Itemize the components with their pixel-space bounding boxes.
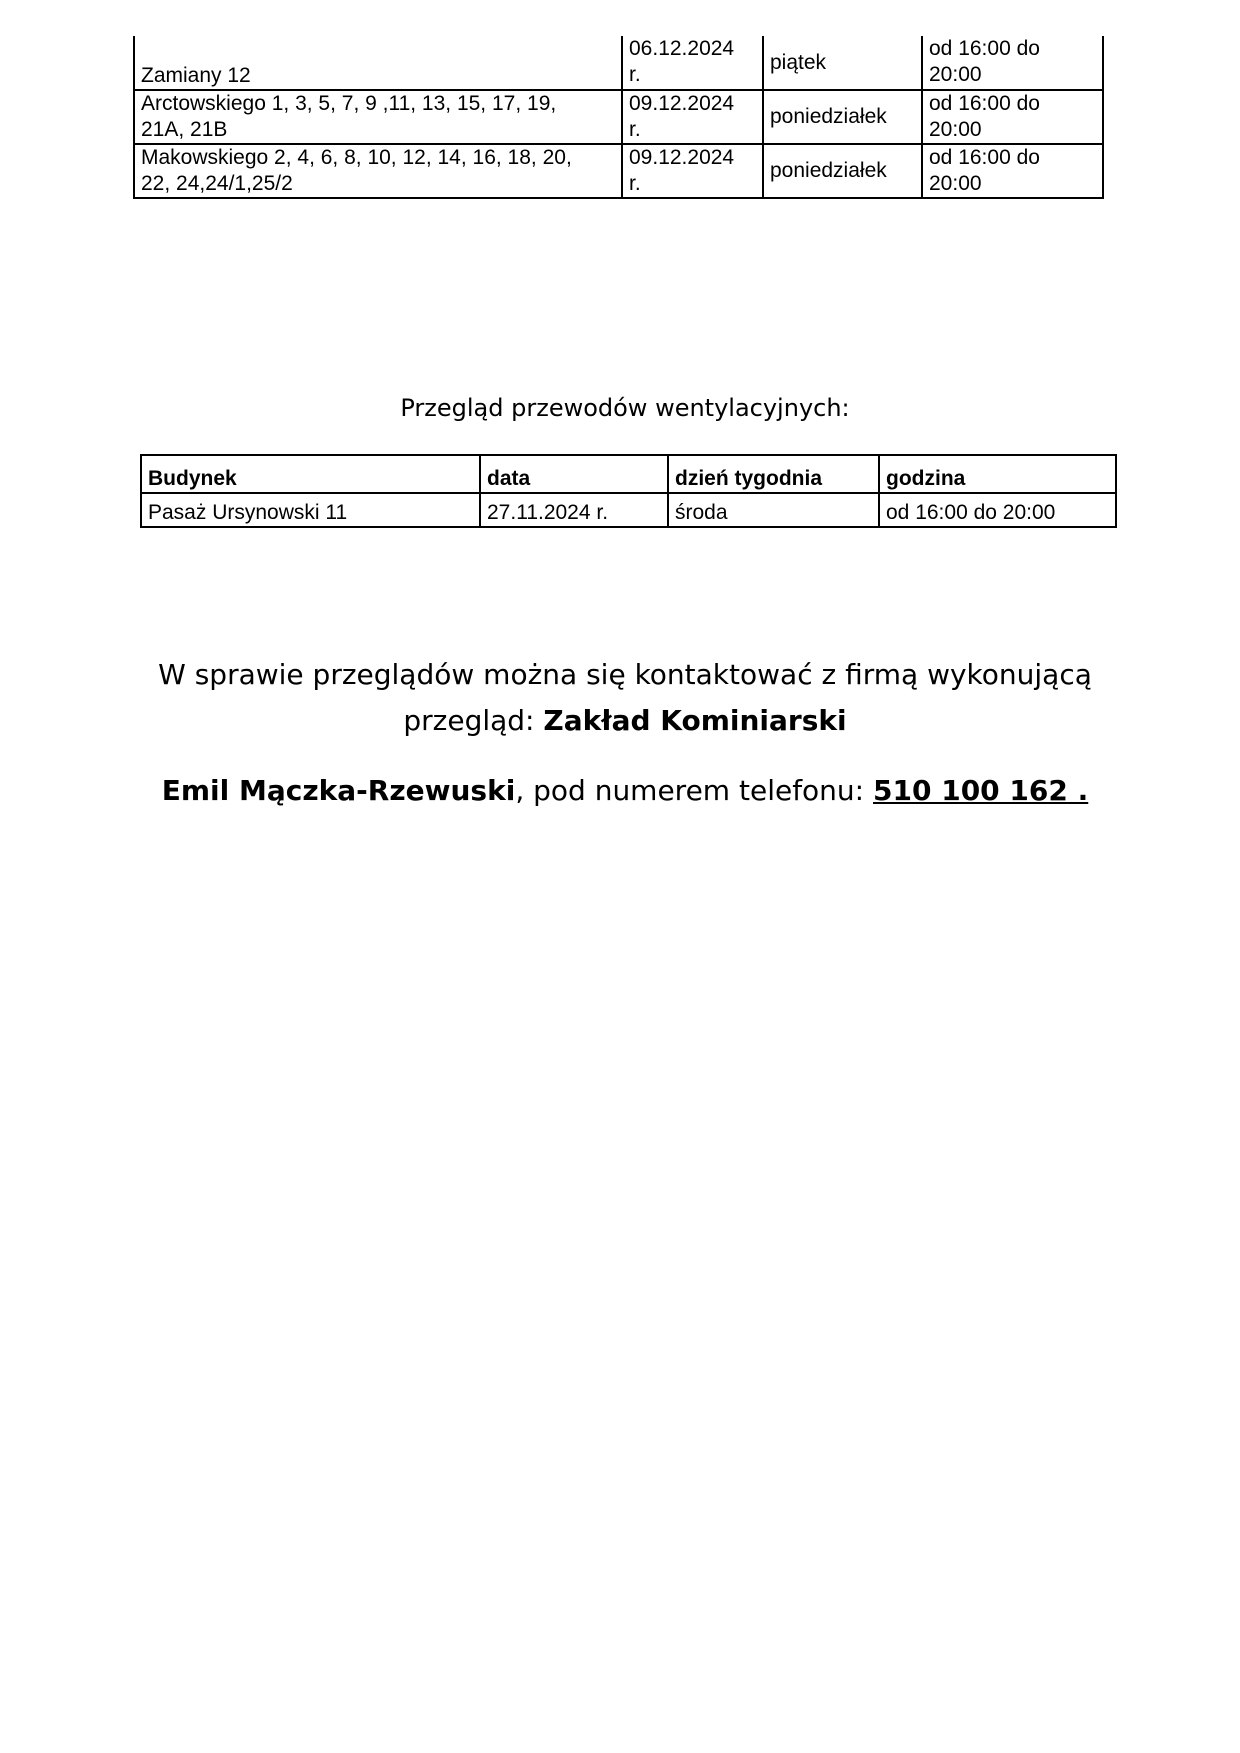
time-text-end: 20:00 [929, 172, 982, 195]
contact-info [0, 652, 1240, 744]
building-cell [134, 36, 622, 90]
day-text: poniedziałek [770, 105, 887, 128]
time-text: od 16:00 do [929, 146, 1040, 169]
table-row [141, 493, 1116, 527]
building-cell [134, 144, 622, 198]
column-header-time: godzina [879, 455, 1116, 493]
ventilation-heading: Przegląd przewodów wentylacyjnych: [400, 394, 850, 422]
day-text: piątek [770, 50, 827, 74]
table-row [134, 144, 1103, 198]
date-text: 09.12.2024 [629, 92, 735, 115]
contact-text-cont: przegląd: [403, 704, 544, 737]
column-header-day: dzień tygodnia [668, 455, 879, 493]
company-name: Zakład Kominiarski [543, 704, 847, 737]
date-text: 09.12.2024 [629, 146, 735, 169]
contact-person: Emil Mączka-Rzewuski [161, 774, 516, 807]
date-text: 06.12.2024 [629, 37, 735, 60]
building-cell: Pasaż Ursynowski 11 [141, 493, 480, 527]
inspection-schedule-table [133, 36, 1104, 199]
date-suffix: r. [629, 172, 641, 195]
date-suffix: r. [629, 63, 641, 86]
date-cell [622, 36, 763, 90]
column-header-date: data [480, 455, 668, 493]
day-text: poniedziałek [770, 159, 887, 182]
building-name: Zamiany 12 [141, 64, 251, 87]
day-cell [763, 144, 922, 198]
ventilation-table [140, 454, 1117, 528]
column-header-building: Budynek [141, 455, 480, 493]
table-row [134, 36, 1103, 90]
time-text: od 16:00 do [929, 92, 1040, 115]
date-suffix: r. [629, 118, 641, 141]
building-name-cont: 22, 24,24/1,25/2 [141, 172, 293, 195]
time-text-end: 20:00 [929, 63, 982, 86]
time-cell: od 16:00 do 20:00 [879, 493, 1116, 527]
contact-text: W sprawie przeglądów można się kontaktować z firmą wykonującą [158, 658, 1092, 691]
building-name: Makowskiego 2, 4, 6, 8, 10, 12, 14, 16, 18, 20, [141, 146, 572, 169]
contact-phone-line [0, 768, 1240, 814]
building-name: Arctowskiego 1, 3, 5, 7, 9 ,11, 13, 15, 17, 19, [141, 92, 557, 115]
time-text: od 16:00 do [929, 37, 1040, 60]
phone-prefix: , pod numerem telefonu: [515, 774, 874, 807]
building-name-cont: 21A, 21B [141, 118, 228, 141]
building-cell [134, 90, 622, 144]
day-cell: środa [668, 493, 879, 527]
phone-number: 510 100 162 . [873, 774, 1089, 807]
date-cell: 27.11.2024 r. [480, 493, 668, 527]
date-cell [622, 144, 763, 198]
time-cell [922, 144, 1103, 198]
time-text-end: 20:00 [929, 118, 982, 141]
table-row [134, 90, 1103, 144]
time-cell [922, 36, 1103, 90]
day-cell [763, 90, 922, 144]
date-cell [622, 90, 763, 144]
time-cell [922, 90, 1103, 144]
table-header-row [141, 455, 1116, 493]
day-cell [763, 36, 922, 90]
